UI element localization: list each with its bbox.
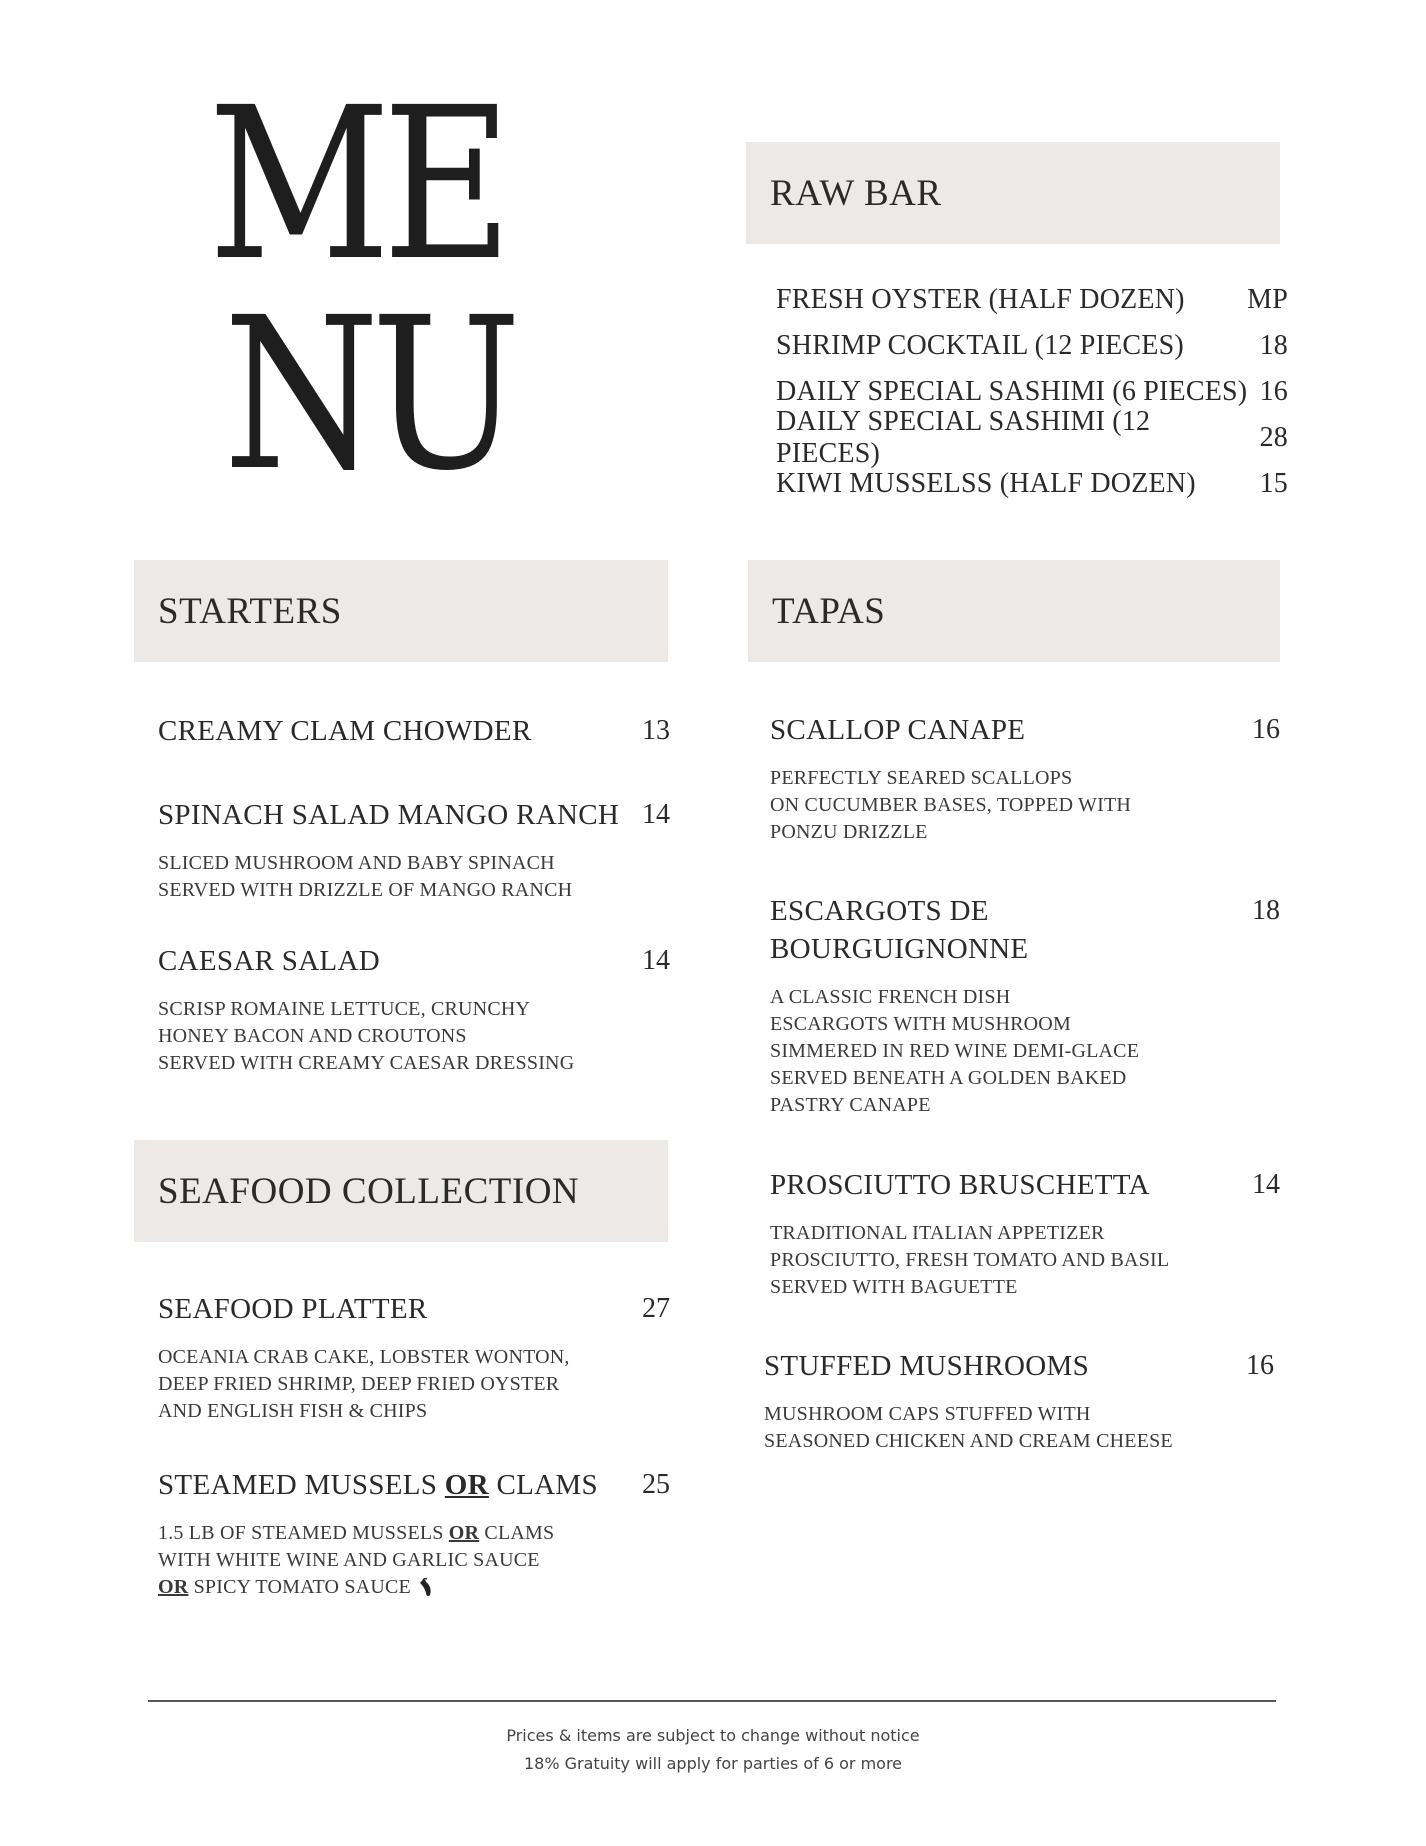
menu-title bbox=[208, 62, 513, 517]
footer-divider bbox=[148, 1700, 1276, 1702]
item-price: 13 bbox=[642, 715, 670, 746]
item-price: MP bbox=[1247, 284, 1288, 315]
desc-line: SERVED BENEATH A GOLDEN BAKED bbox=[770, 1067, 1127, 1089]
desc-line: WITH WHITE WINE AND GARLIC SAUCE bbox=[158, 1549, 540, 1571]
item-description bbox=[158, 850, 670, 904]
raw-bar-header bbox=[746, 142, 1280, 244]
item-name bbox=[770, 892, 1028, 968]
item-name: CAESAR SALAD bbox=[158, 945, 380, 977]
menu-title-line1: ME bbox=[208, 62, 505, 307]
desc-line: SLICED MUSHROOM AND BABY SPINACH bbox=[158, 852, 555, 874]
seafood-header-label: SEAFOOD COLLECTION bbox=[158, 1170, 580, 1212]
desc-part: CLAMS bbox=[479, 1522, 555, 1544]
item-description bbox=[770, 984, 1280, 1119]
menu-item-seafood-platter bbox=[158, 1290, 670, 1425]
item-price: 14 bbox=[1252, 1169, 1280, 1200]
item-description bbox=[158, 1520, 670, 1601]
list-item bbox=[776, 277, 1288, 323]
menu-title-line2: NU bbox=[223, 272, 513, 517]
menu-item-steamed-mussels bbox=[158, 1466, 670, 1601]
menu-item-prosciutto-bruschetta bbox=[770, 1166, 1280, 1301]
name-part: STEAMED MUSSELS bbox=[158, 1469, 445, 1501]
list-item bbox=[776, 406, 1288, 469]
name-line: BOURGUIGNONNE bbox=[770, 933, 1029, 965]
raw-bar-list bbox=[776, 277, 1288, 507]
item-price: 16 bbox=[1259, 376, 1288, 407]
tapas-header bbox=[748, 560, 1280, 662]
desc-line: OCEANIA CRAB CAKE, LOBSTER WONTON, bbox=[158, 1346, 570, 1368]
item-name: STUFFED MUSHROOMS bbox=[764, 1350, 1089, 1382]
chili-pepper-icon bbox=[415, 1578, 435, 1598]
item-name: DAILY SPECIAL SASHIMI (12 PIECES) bbox=[776, 406, 1151, 469]
tapas-header-label: TAPAS bbox=[772, 590, 886, 632]
name-line: ESCARGOTS DE bbox=[770, 895, 989, 927]
item-price: 18 bbox=[1252, 895, 1280, 926]
menu-item-stuffed-mushrooms bbox=[764, 1347, 1274, 1455]
menu-item-clam-chowder bbox=[158, 712, 670, 750]
desc-line: SIMMERED IN RED WINE DEMI-GLACE bbox=[770, 1040, 1140, 1062]
footer-note-gratuity: 18% Gratuity will apply for parties of 6 or more bbox=[523, 1754, 903, 1773]
desc-line: PROSCIUTTO, FRESH TOMATO AND BASIL bbox=[770, 1249, 1170, 1271]
item-price: 15 bbox=[1259, 468, 1288, 499]
desc-line: A CLASSIC FRENCH DISH bbox=[770, 986, 1011, 1008]
desc-line: ON CUCUMBER BASES, TOPPED WITH bbox=[770, 794, 1132, 816]
item-name: KIWI MUSSELSS (HALF DOZEN) bbox=[776, 468, 1196, 499]
item-price: 16 bbox=[1252, 714, 1280, 745]
item-name: SHRIMP COCKTAIL (12 PIECES) bbox=[776, 330, 1184, 361]
item-name: SPINACH SALAD MANGO RANCH bbox=[158, 799, 620, 831]
desc-line: PASTRY CANAPE bbox=[770, 1094, 931, 1116]
desc-line: SERVED WITH DRIZZLE OF MANGO RANCH bbox=[158, 879, 573, 901]
item-name: PROSCIUTTO BRUSCHETTA bbox=[770, 1169, 1150, 1201]
list-item bbox=[776, 323, 1288, 369]
item-name: DAILY SPECIAL SASHIMI (6 PIECES) bbox=[776, 376, 1248, 407]
desc-line: TRADITIONAL ITALIAN APPETIZER bbox=[770, 1222, 1105, 1244]
item-description bbox=[770, 1220, 1280, 1301]
desc-part: 1.5 LB OF STEAMED MUSSELS bbox=[158, 1522, 449, 1544]
desc-line: PERFECTLY SEARED SCALLOPS bbox=[770, 767, 1073, 789]
menu-item-escargots bbox=[770, 892, 1280, 1119]
desc-line: AND ENGLISH FISH & CHIPS bbox=[158, 1400, 428, 1422]
raw-bar-header-label: RAW BAR bbox=[770, 172, 942, 214]
desc-line: SEASONED CHICKEN AND CREAM CHEESE bbox=[764, 1430, 1173, 1452]
desc-line bbox=[158, 1520, 670, 1547]
item-description bbox=[158, 1344, 670, 1425]
desc-line bbox=[158, 1574, 670, 1601]
desc-or: OR bbox=[448, 1522, 480, 1544]
item-price: 18 bbox=[1259, 330, 1288, 361]
desc-line: SERVED WITH BAGUETTE bbox=[770, 1276, 1018, 1298]
starters-header bbox=[134, 560, 668, 662]
item-name: CREAMY CLAM CHOWDER bbox=[158, 715, 532, 747]
item-description bbox=[158, 996, 670, 1077]
seafood-header bbox=[134, 1140, 668, 1242]
item-name: FRESH OYSTER (HALF DOZEN) bbox=[776, 284, 1185, 315]
item-price: 16 bbox=[1246, 1350, 1274, 1381]
item-name: SEAFOOD PLATTER bbox=[158, 1293, 428, 1325]
item-price: 25 bbox=[642, 1469, 670, 1500]
desc-line: SERVED WITH CREAMY CAESAR DRESSING bbox=[158, 1052, 575, 1074]
item-price: 28 bbox=[1259, 422, 1288, 453]
desc-line: SCRISP ROMAINE LETTUCE, CRUNCHY bbox=[158, 998, 531, 1020]
item-description bbox=[770, 765, 1280, 846]
desc-line: HONEY BACON AND CROUTONS bbox=[158, 1025, 467, 1047]
desc-line: DEEP FRIED SHRIMP, DEEP FRIED OYSTER bbox=[158, 1373, 560, 1395]
starters-header-label: STARTERS bbox=[158, 590, 342, 632]
menu-item-scallop-canape bbox=[770, 711, 1280, 846]
desc-or: OR bbox=[158, 1576, 189, 1598]
desc-line: PONZU DRIZZLE bbox=[770, 821, 928, 843]
desc-part: SPICY TOMATO SAUCE bbox=[188, 1576, 411, 1598]
item-price: 27 bbox=[642, 1293, 670, 1324]
name-or: OR bbox=[444, 1469, 489, 1501]
name-part: CLAMS bbox=[488, 1469, 598, 1501]
menu-item-spinach-salad bbox=[158, 796, 670, 904]
desc-line: MUSHROOM CAPS STUFFED WITH bbox=[764, 1403, 1091, 1425]
item-description bbox=[764, 1401, 1274, 1455]
item-price: 14 bbox=[642, 945, 670, 976]
item-name bbox=[158, 1466, 598, 1504]
item-name: SCALLOP CANAPE bbox=[770, 714, 1026, 746]
menu-item-caesar-salad bbox=[158, 942, 670, 1077]
desc-line: ESCARGOTS WITH MUSHROOM bbox=[770, 1013, 1071, 1035]
item-price: 14 bbox=[642, 799, 670, 830]
footer-note-prices: Prices & items are subject to change without notice bbox=[506, 1726, 920, 1745]
